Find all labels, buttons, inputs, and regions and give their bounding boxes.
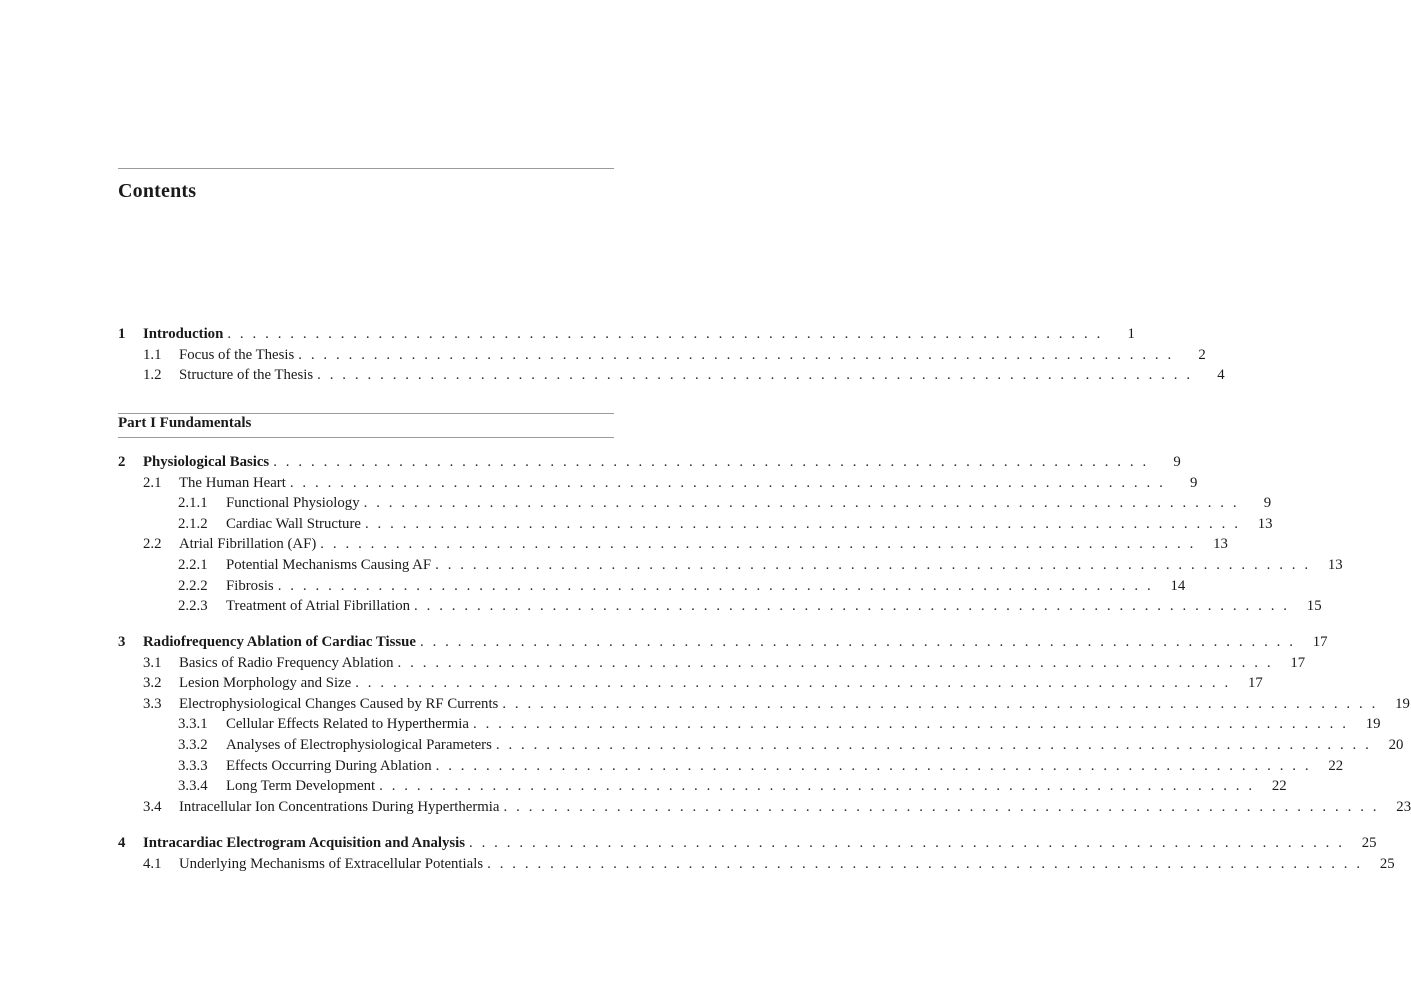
entry-number: 3.3.4 <box>178 778 208 795</box>
entry-page-number: 13 <box>1257 515 1273 532</box>
top-rule <box>118 168 614 169</box>
entry-number: 2.1 <box>143 474 162 491</box>
entry-title: Introduction <box>143 326 224 342</box>
entry-title: Effects Occurring During Ablation <box>226 757 432 774</box>
entry-number: 1 <box>118 326 126 342</box>
dot-leader: . . . . . . . . . . . . . . . . . . . . . . . . . . . . . . . . . . . . . . . . . . . . . . . . . . . . . . . . . . . . . . . . . . . . . . <box>364 515 1241 532</box>
toc-entry-section[interactable] <box>118 534 1228 555</box>
entry-page-number: 13 <box>1213 536 1228 553</box>
entry-number: 3.2 <box>143 675 162 692</box>
entry-page-number: 9 <box>1173 454 1181 470</box>
entry-page-number: 20 <box>1388 736 1404 753</box>
dot-leader: . . . . . . . . . . . . . . . . . . . . . . . . . . . . . . . . . . . . . . . . . . . . . . . . . . . . . . . . . . . . . . . . . . . . . . <box>414 598 1290 615</box>
entry-title: Structure of the Thesis <box>179 367 314 384</box>
entry-number: 1.1 <box>143 346 162 363</box>
entry-number: 3.3.2 <box>178 736 208 753</box>
entry-number: 2.2.3 <box>178 598 208 615</box>
entry-number: 2.2 <box>143 536 162 553</box>
toc-entry-subsection[interactable] <box>118 714 1381 735</box>
entry-title: Focus of the Thesis <box>179 346 295 363</box>
entry-title: Physiological Basics <box>143 454 270 470</box>
dot-leader: . . . . . . . . . . . . . . . . . . . . . . . . . . . . . . . . . . . . . . . . . . . . . . . . . . . . . . . . . . . . . . . . . . . . . . <box>468 835 1345 851</box>
entry-title: Basics of Radio Frequency Ablation <box>179 654 394 671</box>
toc-entry-subsection[interactable] <box>118 555 1343 576</box>
toc-entry-section[interactable] <box>118 345 1206 366</box>
entry-title: Cardiac Wall Structure <box>226 515 361 532</box>
entry-number: 3.3 <box>143 695 162 712</box>
toc-entry-chapter[interactable] <box>118 324 1135 345</box>
dot-leader: . . . . . . . . . . . . . . . . . . . . . . . . . . . . . . . . . . . . . . . . . . . . . . . . . . . . . . . . . . . . . . . . . . . . . . <box>397 654 1274 671</box>
toc-entry-section[interactable] <box>118 473 1198 494</box>
entry-number: 1.2 <box>143 367 162 384</box>
entry-title: Electrophysiological Changes Caused by RF Currents <box>179 695 499 712</box>
toc-entry-section[interactable] <box>118 653 1306 674</box>
entry-page-number: 17 <box>1290 654 1306 671</box>
toc-entry-subsection[interactable] <box>118 735 1404 756</box>
dot-leader: . . . . . . . . . . . . . . . . . . . . . . . . . . . . . . . . . . . . . . . . . . . . . . . . . . . . . . . . . . . . . . . . . . . . . . <box>273 454 1149 470</box>
entry-title: Underlying Mechanisms of Extracellular Potentials <box>179 855 484 872</box>
dot-leader: . . . . . . . . . . . . . . . . . . . . . . . . . . . . . . . . . . . . . . . . . . . . . . . . . . . . . . . . . . . . . . . . . . . . . . <box>495 736 1372 753</box>
dot-leader: . . . . . . . . . . . . . . . . . . . . . . . . . . . . . . . . . . . . . . . . . . . . . . . . . . . . . . . . . . . . . . . . . . . . . . <box>227 326 1103 342</box>
entry-page-number: 22 <box>1328 757 1344 774</box>
entry-title: Intracellular Ion Concentrations During Hyperthermia <box>179 798 500 815</box>
entry-page-number: 14 <box>1170 577 1186 594</box>
entry-page-number: 9 <box>1190 474 1198 491</box>
entry-title: Treatment of Atrial Fibrillation <box>226 598 410 615</box>
entry-page-number: 17 <box>1312 634 1328 650</box>
toc-entry-section[interactable] <box>118 694 1410 715</box>
toc-entry-subsection[interactable] <box>118 576 1186 597</box>
toc-entry-section[interactable] <box>118 673 1263 694</box>
entry-page-number: 1 <box>1127 326 1135 342</box>
dot-leader: . . . . . . . . . . . . . . . . . . . . . . . . . . . . . . . . . . . . . . . . . . . . . . . . . . . . . . . . . . . . . . . . . . . . . . <box>419 634 1296 650</box>
part-rule-top <box>118 413 614 414</box>
dot-leader: . . . . . . . . . . . . . . . . . . . . . . . . . . . . . . . . . . . . . . . . . . . . . . . . . . . . . . . . . . . . . . . . . . . . . . <box>503 798 1380 815</box>
entry-title: Potential Mechanisms Causing AF <box>226 556 432 573</box>
entry-page-number: 25 <box>1361 835 1377 851</box>
dot-leader: . . . . . . . . . . . . . . . . . . . . . . . . . . . . . . . . . . . . . . . . . . . . . . . . . . . . . . . . . . . . . . . . . . . . . . <box>379 778 1255 795</box>
toc-chapter-2 <box>118 452 1343 617</box>
entry-number: 3.3.1 <box>178 716 208 733</box>
entry-page-number: 25 <box>1379 855 1395 872</box>
entry-title: The Human Heart <box>179 474 286 491</box>
entry-title: Fibrosis <box>226 577 274 594</box>
entry-title: Atrial Fibrillation (AF) <box>179 536 317 553</box>
dot-leader: . . . . . . . . . . . . . . . . . . . . . . . . . . . . . . . . . . . . . . . . . . . . . . . . . . . . . . . . . . . . . . . . . . . . . . <box>355 675 1231 692</box>
toc-entry-section[interactable] <box>118 797 1411 818</box>
part-rule-bottom <box>118 437 614 438</box>
entry-title: Analyses of Electrophysiological Parameters <box>226 736 492 753</box>
dot-leader: . . . . . . . . . . . . . . . . . . . . . . . . . . . . . . . . . . . . . . . . . . . . . . . . . . . . . . . . . . . . . . . . . . . . . . <box>289 474 1166 491</box>
entry-number: 4.1 <box>143 855 162 872</box>
entry-title: Lesion Morphology and Size <box>179 675 352 692</box>
entry-page-number: 19 <box>1395 695 1410 712</box>
entry-title: Intracardiac Electrogram Acquisition and Analysis <box>143 835 465 851</box>
dot-leader: . . . . . . . . . . . . . . . . . . . . . . . . . . . . . . . . . . . . . . . . . . . . . . . . . . . . . . . . . . . . . . . . . . . . . . <box>487 855 1363 872</box>
toc-chapter-3 <box>118 632 1411 817</box>
dot-leader: . . . . . . . . . . . . . . . . . . . . . . . . . . . . . . . . . . . . . . . . . . . . . . . . . . . . . . . . . . . . . . . . . . . . . . <box>277 577 1154 594</box>
entry-number: 2 <box>118 454 126 470</box>
part-title: Part I Fundamentals <box>118 415 252 431</box>
entry-page-number: 15 <box>1306 598 1322 615</box>
dot-leader: . . . . . . . . . . . . . . . . . . . . . . . . . . . . . . . . . . . . . . . . . . . . . . . . . . . . . . . . . . . . . . . . . . . . . . <box>435 757 1312 774</box>
entry-number: 2.2.2 <box>178 577 208 594</box>
dot-leader: . . . . . . . . . . . . . . . . . . . . . . . . . . . . . . . . . . . . . . . . . . . . . . . . . . . . . . . . . . . . . . . . . . . . . . <box>502 695 1378 712</box>
dot-leader: . . . . . . . . . . . . . . . . . . . . . . . . . . . . . . . . . . . . . . . . . . . . . . . . . . . . . . . . . . . . . . . . . . . . . . <box>317 367 1193 384</box>
entry-number: 2.2.1 <box>178 556 208 573</box>
toc-entry-subsection[interactable] <box>118 596 1322 617</box>
entry-number: 3 <box>118 634 126 650</box>
dot-leader: . . . . . . . . . . . . . . . . . . . . . . . . . . . . . . . . . . . . . . . . . . . . . . . . . . . . . . . . . . . . . . . . . . . . . . <box>298 346 1174 363</box>
entry-page-number: 19 <box>1365 716 1381 733</box>
entry-title: Long Term Development <box>226 778 376 795</box>
entry-title: Cellular Effects Related to Hyperthermia <box>226 716 469 733</box>
entry-page-number: 23 <box>1396 798 1411 815</box>
toc-entry-subsection[interactable] <box>118 493 1272 514</box>
toc-entry-chapter[interactable] <box>118 632 1328 653</box>
entry-number: 2.1.2 <box>178 515 208 532</box>
contents-title: Contents <box>118 180 197 202</box>
dot-leader: . . . . . . . . . . . . . . . . . . . . . . . . . . . . . . . . . . . . . . . . . . . . . . . . . . . . . . . . . . . . . . . . . . . . . . <box>363 495 1240 512</box>
toc-entry-subsection[interactable] <box>118 514 1273 535</box>
entry-number: 3.1 <box>143 654 162 671</box>
toc-entry-section[interactable] <box>118 365 1225 386</box>
toc-entry-subsection[interactable] <box>118 776 1287 797</box>
entry-page-number: 13 <box>1327 556 1343 573</box>
toc-entry-chapter[interactable] <box>118 452 1181 473</box>
toc-intro <box>118 324 1225 386</box>
entry-page-number: 17 <box>1248 675 1263 692</box>
entry-page-number: 4 <box>1217 367 1225 384</box>
entry-title: Radiofrequency Ablation of Cardiac Tissue <box>143 634 416 650</box>
dot-leader: . . . . . . . . . . . . . . . . . . . . . . . . . . . . . . . . . . . . . . . . . . . . . . . . . . . . . . . . . . . . . . . . . . . . . . <box>472 716 1349 733</box>
toc-entry-chapter[interactable] <box>118 833 1377 854</box>
toc-entry-subsection[interactable] <box>118 756 1344 777</box>
entry-title: Functional Physiology <box>226 495 360 512</box>
entry-page-number: 22 <box>1271 778 1287 795</box>
toc-entry-section[interactable] <box>118 854 1395 875</box>
entry-number: 3.3.3 <box>178 757 208 774</box>
entry-page-number: 2 <box>1198 346 1206 363</box>
dot-leader: . . . . . . . . . . . . . . . . . . . . . . . . . . . . . . . . . . . . . . . . . . . . . . . . . . . . . . . . . . . . . . . . . . . . . . <box>435 556 1311 573</box>
entry-number: 3.4 <box>143 798 162 815</box>
entry-number: 2.1.1 <box>178 495 208 512</box>
dot-leader: . . . . . . . . . . . . . . . . . . . . . . . . . . . . . . . . . . . . . . . . . . . . . . . . . . . . . . . . . . . . . . . . . . . . . . <box>320 536 1196 553</box>
toc-chapter-4 <box>118 833 1395 874</box>
entry-number: 4 <box>118 835 126 851</box>
entry-page-number: 9 <box>1263 495 1272 512</box>
